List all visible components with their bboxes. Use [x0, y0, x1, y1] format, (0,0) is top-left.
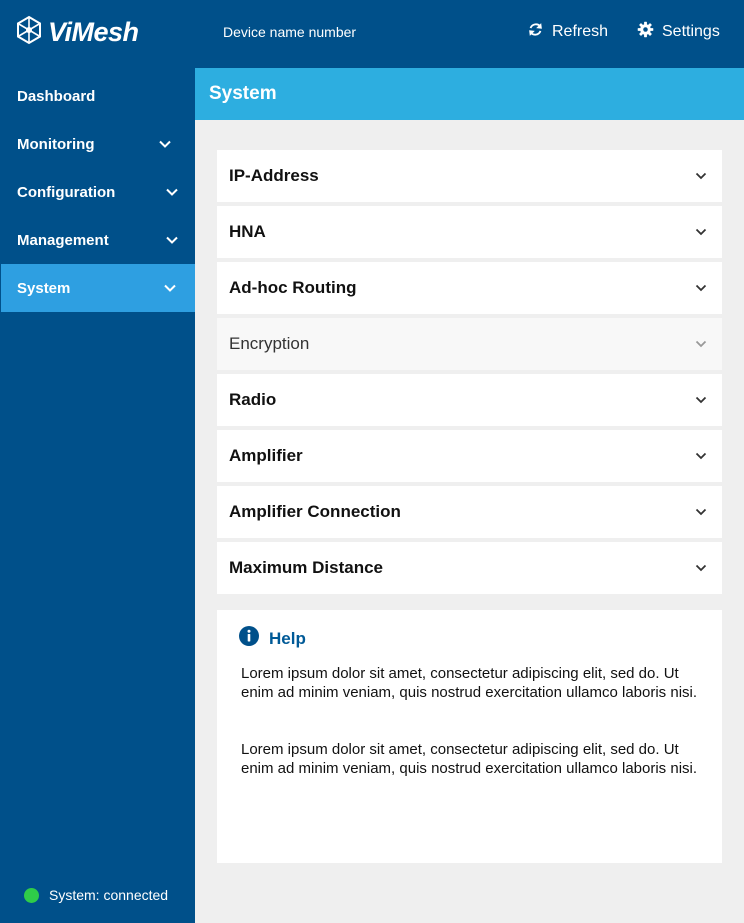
- page-title-bar: [195, 68, 744, 120]
- status-dot-icon: [24, 888, 39, 903]
- chevron-down-icon: [694, 393, 708, 407]
- device-name: Device name number: [223, 24, 357, 40]
- refresh-icon: [527, 21, 552, 43]
- sidebar-item-system[interactable]: [1, 264, 195, 312]
- chevron-down-icon: [163, 281, 177, 295]
- section-label: Maximum Distance: [229, 558, 383, 577]
- sidebar-item-label: Monitoring: [17, 135, 95, 153]
- chevron-down-icon: [158, 137, 172, 151]
- sidebar-item-dashboard[interactable]: [0, 72, 195, 120]
- section-label: Radio: [229, 390, 277, 409]
- refresh-label: Refresh: [552, 23, 609, 40]
- sidebar-item-label: System: [17, 279, 71, 297]
- sidebar-item-monitoring[interactable]: [0, 120, 195, 168]
- section-label: Amplifier: [229, 446, 303, 465]
- logo-text: ViMesh: [48, 16, 139, 47]
- logo[interactable]: [15, 16, 139, 48]
- chevron-down-icon: [694, 281, 708, 295]
- help-panel: [217, 610, 722, 863]
- section-label: Amplifier Connection: [229, 502, 401, 521]
- info-icon: [239, 626, 269, 651]
- chevron-down-icon: [694, 225, 708, 239]
- status-text: System: connected: [49, 887, 169, 903]
- sidebar-item-label: Dashboard: [17, 87, 96, 105]
- chevron-down-icon: [694, 449, 708, 463]
- section-maximum-distance[interactable]: [217, 542, 722, 594]
- settings-label: Settings: [662, 23, 720, 40]
- section-label: HNA: [229, 222, 266, 241]
- sidebar-item-label: Management: [17, 231, 109, 249]
- help-paragraph: Lorem ipsum dolor sit amet, consectetur adipiscing elit, sed do. Ut enim ad minim veniam, quis nostrud exercitation ullamco laboris nisi.: [241, 741, 698, 777]
- help-title: Help: [269, 628, 306, 648]
- section-label: IP-Address: [229, 166, 319, 185]
- page-title: System: [209, 83, 277, 104]
- sidebar-item-management[interactable]: [0, 216, 195, 264]
- section-radio[interactable]: [217, 374, 722, 426]
- section-label: Ad-hoc Routing: [229, 278, 357, 297]
- connection-status: [24, 887, 168, 903]
- gear-icon: [637, 21, 662, 43]
- chevron-down-icon: [165, 233, 179, 247]
- mesh-network-icon: [15, 15, 43, 50]
- section-ad-hoc-routing[interactable]: [217, 262, 722, 314]
- chevron-down-icon: [694, 561, 708, 575]
- help-paragraph: Lorem ipsum dolor sit amet, consectetur adipiscing elit, sed do. Ut enim ad minim veniam, quis nostrud exercitation ullamco laboris nisi.: [241, 665, 698, 701]
- section-amplifier[interactable]: [217, 430, 722, 482]
- refresh-button[interactable]: [527, 20, 608, 44]
- section-amplifier-connection[interactable]: [217, 486, 722, 538]
- help-header: [239, 626, 306, 651]
- section-label: Encryption: [229, 334, 310, 353]
- section-hna[interactable]: [217, 206, 722, 258]
- sidebar: [0, 68, 195, 923]
- chevron-down-icon: [165, 185, 179, 199]
- chevron-down-icon: [694, 169, 708, 183]
- section-encryption[interactable]: [217, 318, 722, 370]
- sidebar-item-configuration[interactable]: [0, 168, 195, 216]
- section-ip-address[interactable]: [217, 150, 722, 202]
- chevron-down-icon: [694, 337, 708, 351]
- chevron-down-icon: [694, 505, 708, 519]
- top-bar: [0, 0, 744, 68]
- settings-button[interactable]: [637, 20, 720, 44]
- sidebar-item-label: Configuration: [17, 183, 116, 201]
